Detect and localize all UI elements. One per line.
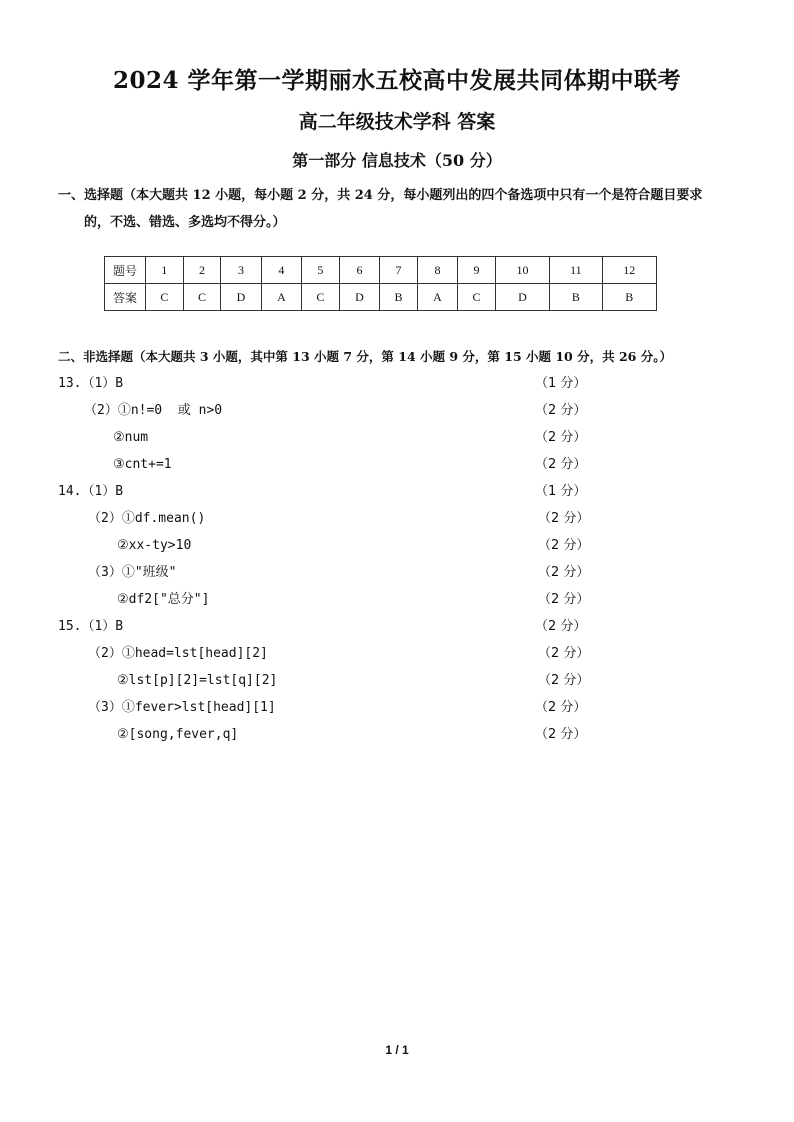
answer-line: （2）①head=lst[head][2]: [88, 646, 268, 661]
answer-cell: D: [339, 284, 379, 311]
score-label: （1 分）: [535, 376, 587, 391]
answer-cell: A: [417, 284, 457, 311]
score-label: （2 分）: [538, 511, 590, 526]
question-number-cell: 8: [417, 257, 457, 284]
score-label: （2 分）: [538, 646, 590, 661]
score-label: （2 分）: [538, 673, 590, 688]
answer-cell: C: [458, 284, 496, 311]
question-number-cell: 11: [550, 257, 602, 284]
answer-table: [104, 256, 657, 311]
page-number: 1 / 1: [385, 1043, 409, 1057]
question-number-cell: 9: [458, 257, 496, 284]
score-label: （2 分）: [538, 538, 590, 553]
document-subtitle: 高二年级技术学科 答案: [298, 111, 496, 133]
answer-line: 13.（1）B: [58, 376, 124, 391]
answer-line: （3）①"班级": [88, 565, 177, 580]
answer-line: ②xx-ty>10: [117, 538, 192, 553]
answer-cell: D: [495, 284, 549, 311]
table-row-numbers: [105, 257, 657, 284]
section1-heading: [58, 182, 748, 236]
answer-cell: B: [550, 284, 602, 311]
answer-cell: B: [380, 284, 418, 311]
answer-line: 15.（1）B: [58, 619, 124, 634]
score-label: （1 分）: [535, 484, 587, 499]
answer-line: ②df2["总分"]: [117, 592, 210, 607]
answer-cell: C: [302, 284, 340, 311]
question-number-cell: 1: [146, 257, 184, 284]
answer-line: （3）①fever>lst[head][1]: [88, 700, 276, 715]
section1-heading-line2: 的，不选、错选、多选均不得分。）: [84, 215, 286, 230]
answer-line: ②num: [113, 430, 149, 445]
answer-line: 14.（1）B: [58, 484, 124, 499]
table-row-answers: [105, 284, 657, 311]
question-number-cell: 5: [302, 257, 340, 284]
answer-line: （2）①df.mean(): [88, 511, 206, 526]
answer-line: ②[song,fever,q]: [117, 727, 239, 742]
question-number-cell: 12: [602, 257, 656, 284]
section1-heading-line1: 一、选择题（本大题共 12 小题，每小题 2 分，共 24 分，每小题列出的四个备选项中只有一个是符合题目要求: [58, 188, 703, 203]
question-number-cell: 10: [495, 257, 549, 284]
table-row-label: 题号: [105, 257, 146, 284]
score-label: （2 分）: [535, 700, 587, 715]
score-label: （2 分）: [535, 457, 587, 472]
answer-line: ③cnt+=1: [113, 457, 172, 472]
part-title: 第一部分 信息技术（50 分）: [292, 151, 502, 170]
score-label: （2 分）: [538, 565, 590, 580]
score-label: （2 分）: [535, 430, 587, 445]
score-label: （2 分）: [535, 727, 587, 742]
answer-line: ②lst[p][2]=lst[q][2]: [117, 673, 278, 688]
answer-cell: D: [221, 284, 261, 311]
answer-cell: C: [183, 284, 221, 311]
score-label: （2 分）: [538, 592, 590, 607]
answer-cell: A: [261, 284, 301, 311]
question-number-cell: 6: [339, 257, 379, 284]
answer-cell: C: [146, 284, 184, 311]
question-number-cell: 3: [221, 257, 261, 284]
answer-cell: B: [602, 284, 656, 311]
section2-heading: 二、非选择题（本大题共 3 小题，其中第 13 小题 7 分，第 14 小题 9 分，第 15 小题 10 分，共 26 分。）: [58, 349, 672, 364]
question-number-cell: 7: [380, 257, 418, 284]
score-label: （2 分）: [535, 619, 587, 634]
score-label: （2 分）: [535, 403, 587, 418]
question-number-cell: 4: [261, 257, 301, 284]
document-title: 2024 学年第一学期丽水五校高中发展共同体期中联考: [112, 67, 682, 94]
table-row-label: 答案: [105, 284, 146, 311]
question-number-cell: 2: [183, 257, 221, 284]
answer-line: （2）①n!=0 或 n>0: [84, 403, 223, 418]
